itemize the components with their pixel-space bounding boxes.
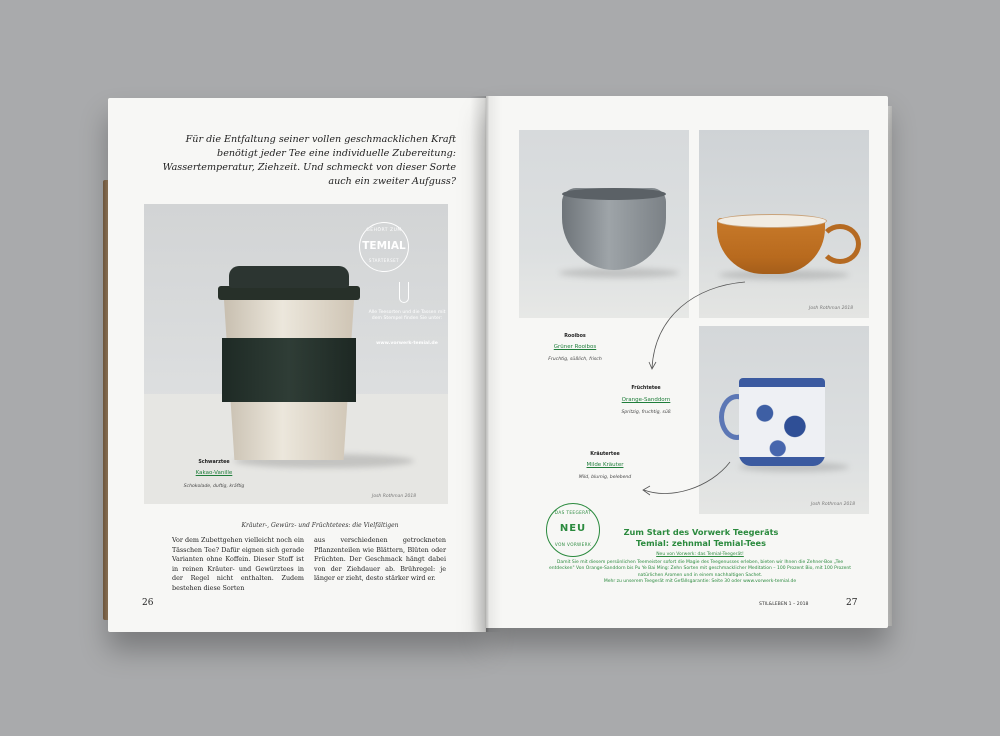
artist-signature-2: Josh Rothman 2018 bbox=[809, 306, 854, 311]
body-column-1: Vor dem Zubettgehen vielleicht noch ein Tässchen Tee? Dafür eignen sich gerade Varianten ohne Koffein. Dieser Stoff ist in reinen Kräuter- und Gewürztees in der Regel nicht enthalten. Zudem bestehen diese Sorten bbox=[172, 536, 304, 592]
stamp-top-text: GEHÖRT ZUM bbox=[366, 228, 402, 233]
rooibos-category: Rooibos bbox=[564, 334, 586, 339]
connector-arrows bbox=[600, 276, 760, 506]
herbal-tea-desc: Mild, blumig, belebend bbox=[578, 475, 632, 480]
section-caption: Kräuter-, Gewürz- und Früchtetees: die Vielfältigen bbox=[241, 522, 399, 529]
stamp-bottom-text: STARTERSET bbox=[368, 258, 400, 263]
coffee-cup-photo bbox=[144, 204, 448, 504]
rooibos-name-link[interactable]: Grüner Rooibos bbox=[553, 344, 597, 350]
stamp-main-text: TEMIAL bbox=[362, 240, 406, 252]
promo-body: Damit Sie mit diesem persönlichen Teemeister sofort die Magie des Teegenusses erleben, bieten wir Ihnen die Zehner-Box „Tee entdecken" Von Orange-Sanddorn bis Pu Ye Bai Ming: Zehn Sorten mit geschmacklicher Meditation – 100 Prozent Bio, mit 100 Prozent natürlichen Aromen und in einem nachhaltigen Sachet. bbox=[548, 560, 852, 578]
magazine-footer: STIL&LEBEN 1 – 2018 bbox=[759, 602, 809, 607]
temial-stamp bbox=[359, 222, 409, 272]
stamp-url: www.vorwerk-temial.de bbox=[376, 341, 438, 346]
promo-more-link[interactable]: Mehr zu unserem Teegerät mit Gefällsgarantie: Seite 30 oder www.vorwerk-temial.de bbox=[603, 579, 797, 584]
herbal-tea-name-link[interactable]: Milde Kräuter bbox=[586, 462, 624, 468]
grey-bowl bbox=[562, 188, 666, 270]
book-gutter bbox=[470, 96, 502, 632]
tea-category-label: Schwarztee bbox=[198, 460, 230, 465]
fruit-tea-name-link[interactable]: Orange-Sanddorn bbox=[621, 397, 671, 403]
stamp-note: Alle Teesorten und die Tassen mit dem Stempel finden Sie unter: bbox=[368, 310, 446, 321]
fruit-tea-desc: Spritzig, fruchtig, süß bbox=[621, 410, 671, 415]
herbal-tea-category: Kräutertee bbox=[590, 452, 620, 457]
badge-bottom-text: VON VORWERK bbox=[554, 542, 592, 547]
bowl-rim bbox=[562, 188, 666, 200]
tea-leaf-icon bbox=[399, 282, 409, 303]
cup-lid bbox=[229, 266, 349, 288]
artist-signature: Josh Rothman 2018 bbox=[372, 494, 417, 499]
tea-name-link[interactable]: Kakao-Vanille bbox=[195, 470, 233, 476]
tea-description: Schokolade, duftig, kräftig bbox=[183, 484, 245, 489]
intro-text: Für die Entfaltung seiner vollen geschmacklichen Kraft benötigt jeder Tee eine individuelle Zubereitung: Wassertemperatur, Ziehzeit. Und schmeckt von dieser Sorte auch ein zweiter Aufguss? bbox=[162, 134, 456, 187]
rooibos-desc: Fruchtig, süßlich, frisch bbox=[548, 357, 602, 362]
artist-signature-3: Josh Rothman 2018 bbox=[811, 502, 856, 507]
new-badge bbox=[546, 503, 600, 557]
fruit-tea-category: Früchtetee bbox=[631, 386, 661, 391]
badge-top-text: DAS TEEGERÄT bbox=[554, 510, 592, 515]
orange-cup-rim bbox=[717, 214, 827, 228]
cup-sleeve bbox=[222, 338, 356, 402]
promo-title: Zum Start des Vorwerk Teegeräts Temial: zehnmal Temial-Tees bbox=[623, 527, 779, 548]
page-number-left: 26 bbox=[142, 598, 154, 608]
cup-lid-rim bbox=[218, 286, 360, 300]
body-column-2: aus verschiedenen getrockneten Pflanzenteilen wie Blättern, Blüten oder Früchten. Der Geschmack hängt dabei von der Ziehdauer ab. Brühregel: je länger er zieht, desto stärker wird er. bbox=[314, 536, 446, 583]
promo-subtitle-link[interactable]: Neu von Vorwerk: das Temial-Teegerät! bbox=[656, 552, 744, 557]
badge-main-text: NEU bbox=[559, 523, 587, 534]
page-number-right: 27 bbox=[846, 598, 858, 608]
orange-cup-handle bbox=[819, 224, 861, 264]
